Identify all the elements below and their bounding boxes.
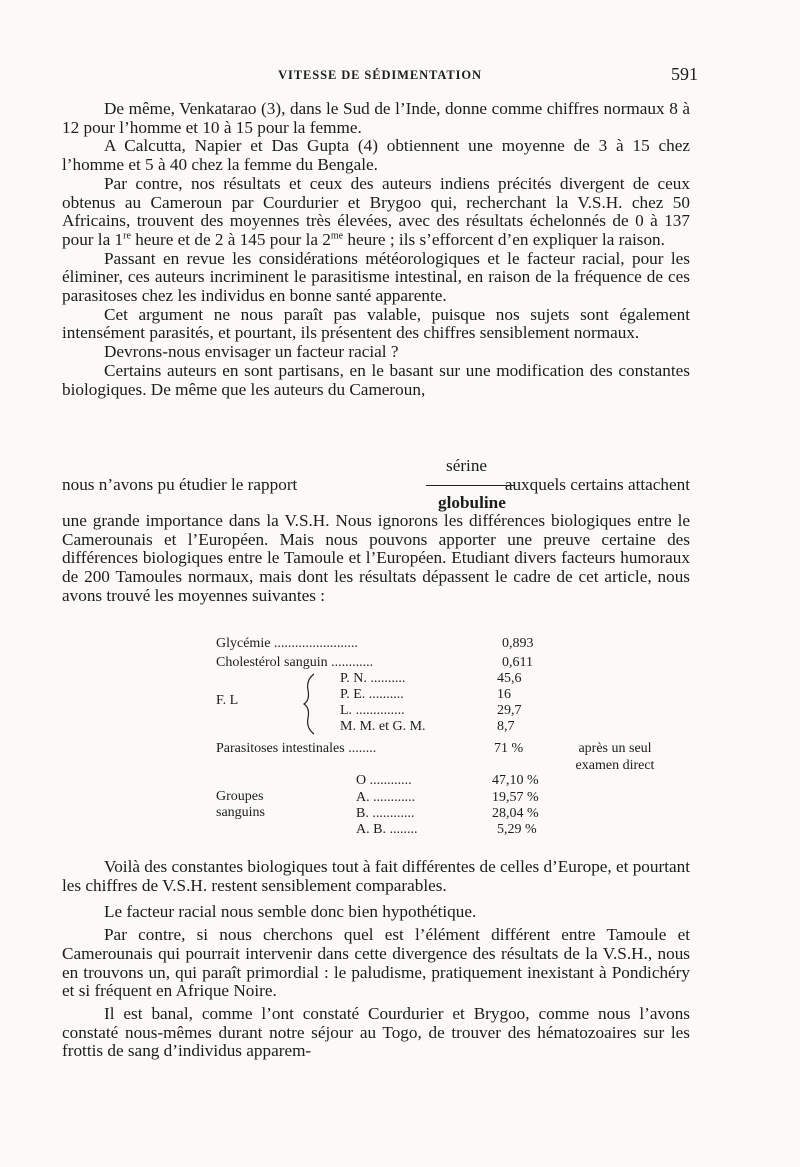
text-block-middle: [62, 512, 690, 606]
paragraph: une grande importance dans la V.S.H. Nous ignorons les différences biologiques entre le Camerounais et l’Européen. Mais nous pouvons apporter une preuve certaine des différences biologiques entre le Tamoule et l’Européen. Etudiant divers facteurs humoraux de 200 Tamoules normaux, mais dont les résultats dépassent le cadre de cet article, nous avons trouvé les moyennes suivantes :: [62, 511, 690, 605]
table-row-l: L. ..............: [340, 703, 405, 718]
paragraph: Voilà des constantes biologiques tout à fait différentes de celles d’Europe, et pourtant les chiffres de V.S.H. restent sensiblement comparables.: [62, 857, 690, 895]
value-cholesterol: 0,611: [502, 655, 533, 670]
table-row-glycemie: Glycémie ........................: [216, 636, 358, 651]
brace-fl: [300, 672, 320, 736]
ratio-numerator: sérine: [446, 456, 488, 475]
running-title: VITESSE DE SÉDIMENTATION: [278, 68, 482, 82]
ratio-right-text: auxquels certains attachent: [504, 475, 690, 494]
paragraph: Par contre, nos résultats et ceux des auteurs indiens précités divergent de ceux obtenus au Cameroun par Courdurier et Brygoo qui, recherchant la V.S.H. chez 50 Africains, trouvent des moyennes très élevées, avec des résultats échelonnés de 0 à 137 pour la 1re heure et de 2 à 145 pour la $2^{me}$ heure ; ils s’efforcent d’en expliquer la raison.: [62, 173, 690, 249]
paragraph: Cet argument ne nous paraît pas valable, puisque nos sujets sont également intensément parasités, et pourtant, ils présentent des chiffres sensiblement normaux.: [62, 304, 690, 343]
paragraph: Le facteur racial nous semble donc bien hypothétique.: [104, 902, 477, 922]
text-block-top: [62, 100, 690, 399]
table-row-pn: P. N. ..........: [340, 671, 406, 686]
page-number: 591: [671, 64, 698, 84]
table-row-groupe-b: B. ............: [356, 806, 415, 821]
value-pe: 16: [497, 687, 511, 702]
table-row-parasitoses: Parasitoses intestinales ........: [216, 741, 377, 756]
value-groupe-b: 28,04 %: [492, 806, 539, 821]
table-row-groupe-a: A. ............: [356, 790, 416, 805]
value-groupe-a: 19,57 %: [492, 790, 539, 805]
value-groupe-ab: 5,29 %: [497, 822, 537, 837]
table-row-groupe-o: O ............: [356, 773, 412, 788]
page-header: [62, 64, 698, 88]
value-mm-gm: 8,7: [497, 719, 515, 734]
ratio-formula-line: [62, 454, 690, 512]
paragraph: Il est banal, comme l’ont constaté Courdurier et Brygoo, comme nous l’avons constaté nous-mêmes durant notre séjour au Togo, de trouver des hématozoaires sur les frottis de sang d’individus apparem-: [62, 1003, 690, 1061]
paragraph: Passant en revue les considérations météorologiques et le facteur racial, pour les éliminer, ces auteurs incriminent le parasitisme intestinal, en raison de la fréquence de ces parasitoses chez les individus en bonne santé apparente.: [62, 248, 690, 306]
fl-label: F. L: [216, 693, 239, 708]
text-block-bottom: [62, 858, 690, 1061]
groupes-label: Groupes sanguins: [216, 789, 265, 820]
ratio-left-text: nous n’avons pu étudier le rapport: [62, 475, 298, 494]
paragraph: De même, Venkatarao (3), dans le Sud de l’Inde, donne comme chiffres normaux 8 à 12 pour l’homme et 10 à 15 pour la femme.: [62, 99, 690, 137]
fraction-bar: [426, 485, 514, 486]
value-l: 29,7: [497, 703, 522, 718]
table-row-pe: P. E. ..........: [340, 687, 404, 702]
table-row-mm-gm: M. M. et G. M.: [340, 719, 426, 734]
ratio-denominator: globuline: [438, 493, 506, 512]
paragraph: Certains auteurs en sont partisans, en le basant sur une modification des constantes biologiques. De même que les auteurs du Cameroun,: [62, 360, 690, 399]
table-row-cholesterol: Cholestérol sanguin ............: [216, 655, 374, 670]
value-parasitoses: 71 %: [494, 741, 524, 756]
parasitoses-note: après un seul examen direct: [575, 741, 655, 773]
paragraph: Devrons-nous envisager un facteur racial ?: [104, 342, 399, 362]
table-row-groupe-ab: A. B. ........: [356, 822, 418, 837]
paragraph: A Calcutta, Napier et Das Gupta (4) obtiennent une moyenne de 3 à 15 chez l’homme et 5 à 40 chez la femme du Bengale.: [62, 136, 690, 175]
value-groupe-o: 47,10 %: [492, 773, 539, 788]
paragraph: Par contre, si nous cherchons quel est l’élément différent entre Tamoule et Camerounais qui pourrait intervenir dans cette divergence des résultats de la V.S.H., nous en trouvons un, qui paraît primordial : le paludisme, pratiquement inexistant à Pondichéry et si fréquent en Afrique Noire.: [62, 925, 690, 1001]
value-glycemie: 0,893: [502, 636, 534, 651]
value-pn: 45,6: [497, 671, 522, 686]
